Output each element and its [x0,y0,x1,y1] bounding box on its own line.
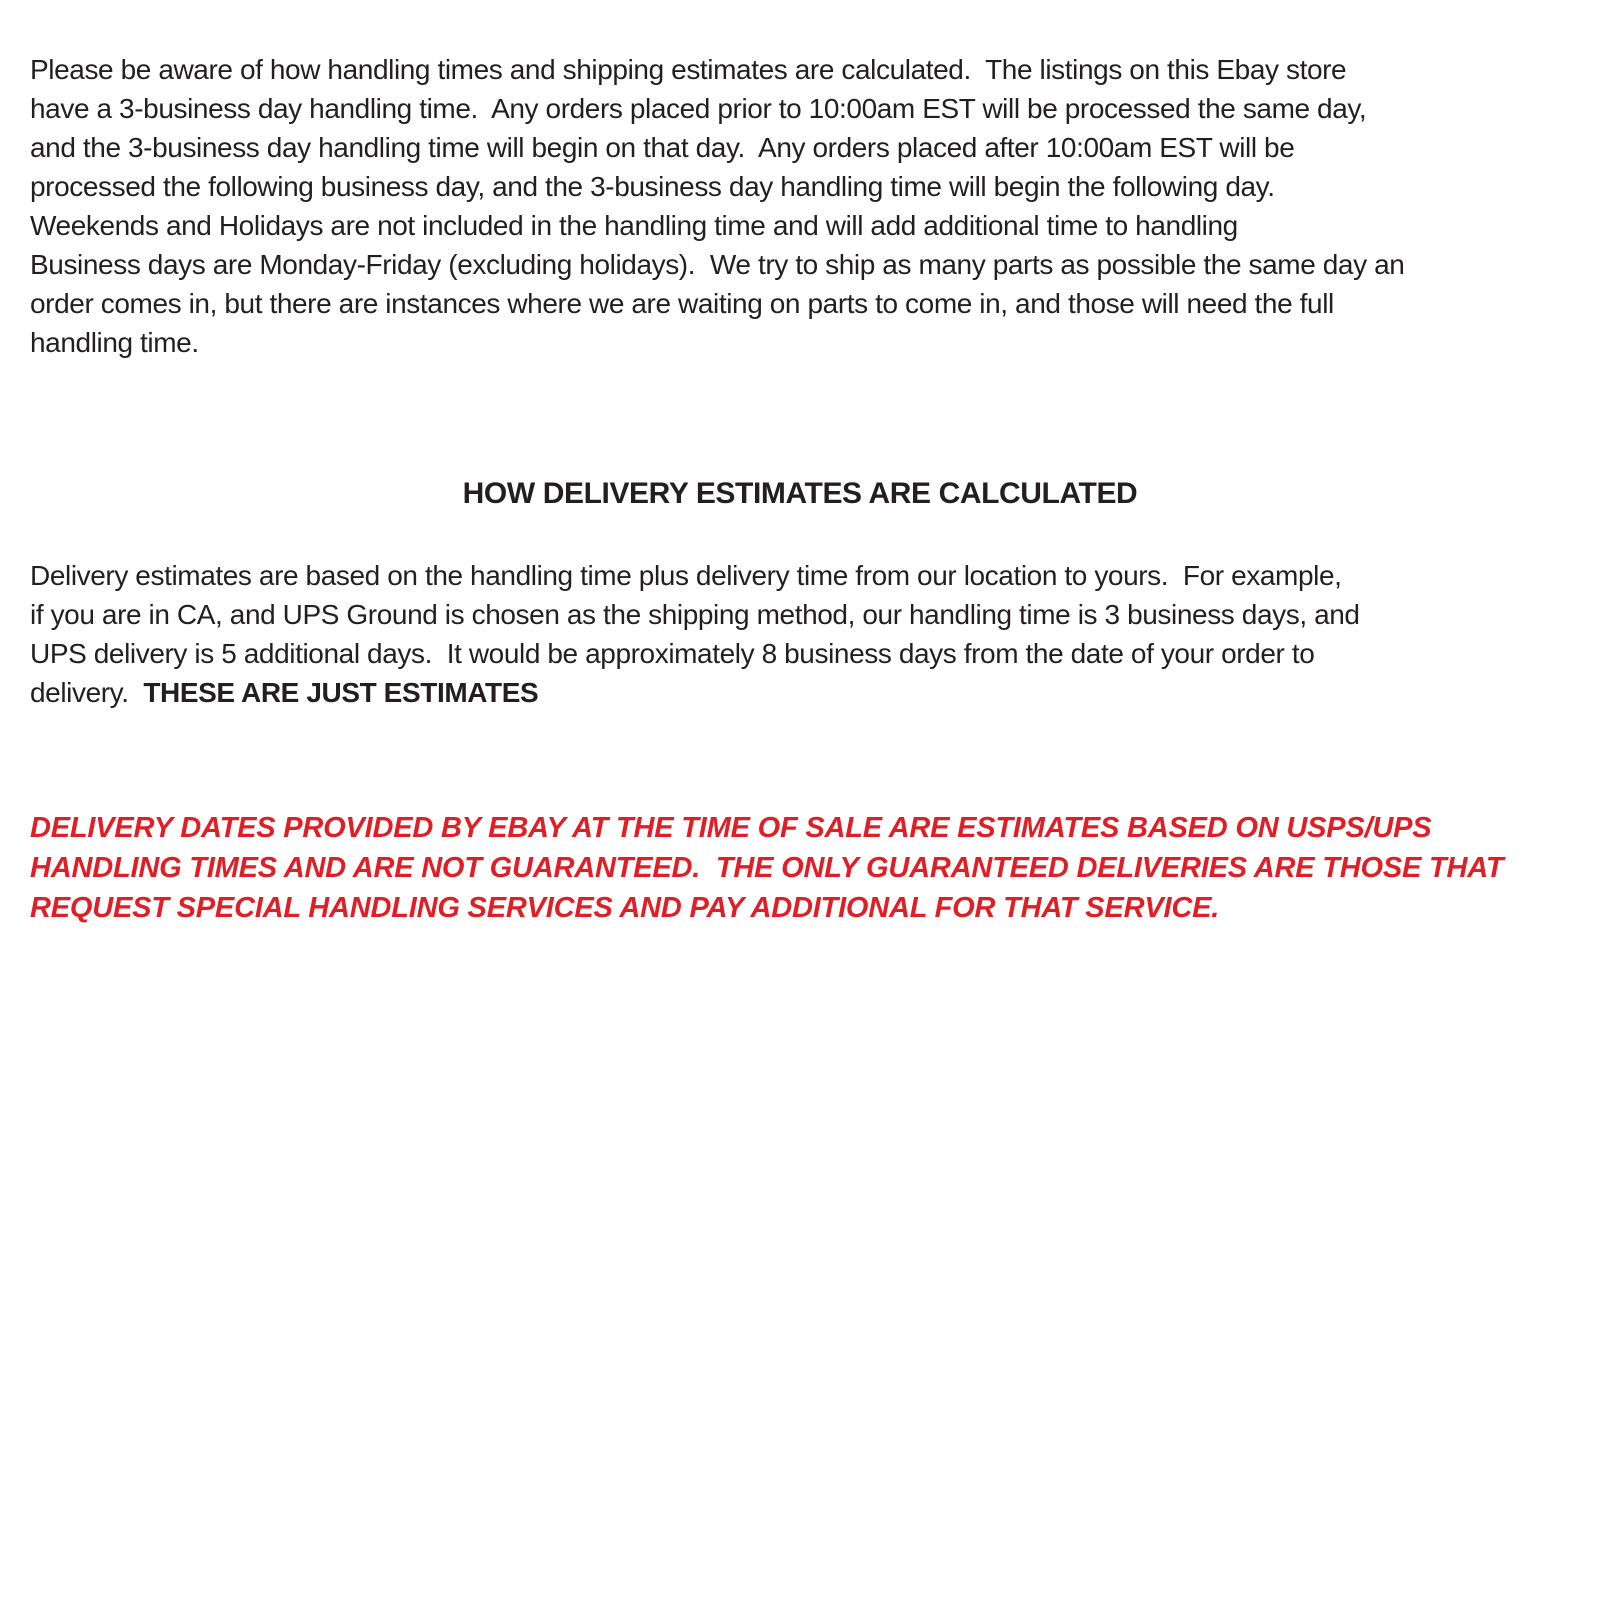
disclaimer-line: REQUEST SPECIAL HANDLING SERVICES AND PAY ADDITIONAL FOR THAT SERVICE. [30,892,1220,924]
handling-paragraph-line: Business days are Monday-Friday (excluding holidays). We try to ship as many parts as possible the same day an [30,249,1405,280]
delivery-dates-disclaimer [30,808,1572,928]
handling-paragraph-line: have a 3-business day handling time. Any orders placed prior to 10:00am EST will be processed the same day, [30,93,1367,124]
delivery-estimates-heading: HOW DELIVERY ESTIMATES ARE CALCULATED [462,477,1138,510]
delivery-estimates-paragraph [30,556,1572,712]
estimates-last-line-regular-text: delivery. [30,677,144,708]
handling-paragraph-line: order comes in, but there are instances where we are waiting on parts to come in, and those will need the full [30,288,1334,319]
estimates-paragraph-line: if you are in CA, and UPS Ground is chosen as the shipping method, our handling time is 3 business days, and [30,599,1360,630]
handling-time-paragraph [30,50,1572,362]
handling-paragraph-line: Please be aware of how handling times and shipping estimates are calculated. The listings on this Ebay store [30,54,1347,85]
just-estimates-emphasis: THESE ARE JUST ESTIMATES [143,677,539,708]
estimates-paragraph-last-line [30,673,1572,712]
estimates-paragraph-line: Delivery estimates are based on the handling time plus delivery time from our location to yours. For example, [30,560,1342,591]
handling-paragraph-line: and the 3-business day handling time will begin on that day. Any orders placed after 10:00am EST will be [30,132,1295,163]
handling-paragraph-line: handling time. [30,327,199,358]
disclaimer-line: HANDLING TIMES AND ARE NOT GUARANTEED. THE ONLY GUARANTEED DELIVERIES ARE THOSE THAT [30,852,1504,884]
handling-paragraph-line: processed the following business day, and the 3-business day handling time will begin the following day. [30,171,1275,202]
handling-paragraph-line: Weekends and Holidays are not included in the handling time and will add additional time to handling [30,210,1238,241]
disclaimer-line: DELIVERY DATES PROVIDED BY EBAY AT THE TIME OF SALE ARE ESTIMATES BASED ON USPS/UPS [30,812,1432,844]
estimates-paragraph-line: UPS delivery is 5 additional days. It would be approximately 8 business days from the date of your order to [30,638,1315,669]
